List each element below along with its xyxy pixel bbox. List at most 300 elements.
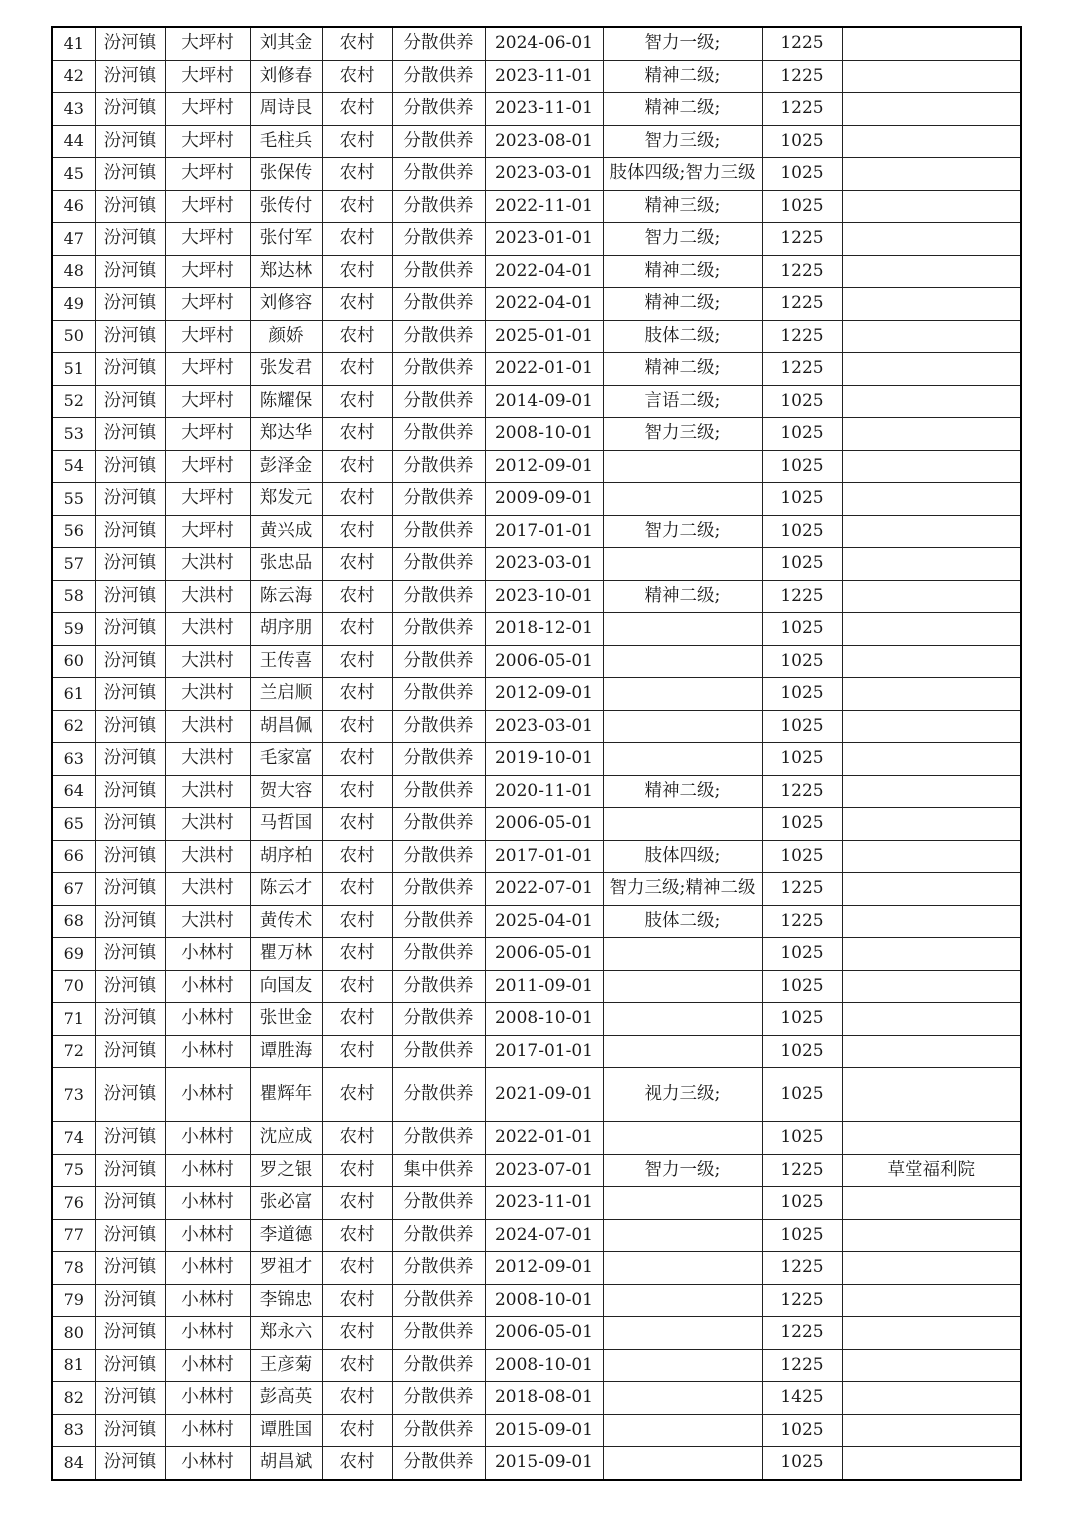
support-type-cell: 分散供养 (392, 678, 485, 711)
name-cell: 张必富 (250, 1187, 322, 1220)
note-cell (842, 1003, 1021, 1036)
amount-cell: 1225 (762, 27, 842, 60)
disability-level-cell: 智力三级; (603, 418, 762, 451)
name-cell: 王传喜 (250, 645, 322, 678)
town-cell: 汾河镇 (95, 548, 165, 581)
start-date-cell: 2006-05-01 (485, 645, 603, 678)
town-cell: 汾河镇 (95, 710, 165, 743)
support-type-cell: 分散供养 (392, 125, 485, 158)
amount-cell: 1225 (762, 873, 842, 906)
town-cell: 汾河镇 (95, 1187, 165, 1220)
disability-level-cell (603, 1003, 762, 1036)
disability-level-cell: 智力二级; (603, 515, 762, 548)
area-type-cell: 农村 (322, 1414, 392, 1447)
area-type-cell: 农村 (322, 710, 392, 743)
table-row (52, 158, 1021, 191)
name-cell: 谭胜海 (250, 1035, 322, 1068)
disability-level-cell: 精神二级; (603, 288, 762, 321)
name-cell: 胡昌佩 (250, 710, 322, 743)
row-number-cell: 75 (52, 1154, 95, 1187)
note-cell (842, 483, 1021, 516)
village-cell: 大洪村 (165, 580, 250, 613)
disability-level-cell (603, 450, 762, 483)
start-date-cell: 2012-09-01 (485, 1252, 603, 1285)
table-row (52, 873, 1021, 906)
village-cell: 大坪村 (165, 190, 250, 223)
amount-cell: 1225 (762, 1317, 842, 1350)
row-number-cell: 41 (52, 27, 95, 60)
table-row (52, 1154, 1021, 1187)
note-cell (842, 905, 1021, 938)
village-cell: 小林村 (165, 1317, 250, 1350)
row-number-cell: 78 (52, 1252, 95, 1285)
start-date-cell: 2023-11-01 (485, 93, 603, 126)
area-type-cell: 农村 (322, 1284, 392, 1317)
note-cell (842, 1122, 1021, 1155)
name-cell: 瞿辉年 (250, 1068, 322, 1122)
start-date-cell: 2017-01-01 (485, 515, 603, 548)
village-cell: 小林村 (165, 1284, 250, 1317)
row-number-cell: 55 (52, 483, 95, 516)
table-row (52, 613, 1021, 646)
start-date-cell: 2015-09-01 (485, 1447, 603, 1480)
note-cell (842, 710, 1021, 743)
support-type-cell: 分散供养 (392, 1122, 485, 1155)
row-number-cell: 43 (52, 93, 95, 126)
note-cell (842, 678, 1021, 711)
start-date-cell: 2025-01-01 (485, 320, 603, 353)
note-cell (842, 255, 1021, 288)
table-row (52, 840, 1021, 873)
name-cell: 刘修春 (250, 60, 322, 93)
start-date-cell: 2022-01-01 (485, 1122, 603, 1155)
name-cell: 周诗艮 (250, 93, 322, 126)
start-date-cell: 2008-10-01 (485, 1349, 603, 1382)
town-cell: 汾河镇 (95, 1414, 165, 1447)
amount-cell: 1225 (762, 223, 842, 256)
support-type-cell: 分散供养 (392, 93, 485, 126)
name-cell: 王彦菊 (250, 1349, 322, 1382)
name-cell: 刘修容 (250, 288, 322, 321)
town-cell: 汾河镇 (95, 1382, 165, 1415)
note-cell (842, 1219, 1021, 1252)
amount-cell: 1225 (762, 288, 842, 321)
town-cell: 汾河镇 (95, 580, 165, 613)
disability-level-cell: 智力三级;精神二级 (603, 873, 762, 906)
table-row (52, 450, 1021, 483)
town-cell: 汾河镇 (95, 678, 165, 711)
town-cell: 汾河镇 (95, 905, 165, 938)
disability-level-cell (603, 938, 762, 971)
town-cell: 汾河镇 (95, 255, 165, 288)
row-number-cell: 59 (52, 613, 95, 646)
town-cell: 汾河镇 (95, 1252, 165, 1285)
amount-cell: 1025 (762, 1447, 842, 1480)
support-type-cell: 分散供养 (392, 483, 485, 516)
disability-level-cell (603, 645, 762, 678)
row-number-cell: 72 (52, 1035, 95, 1068)
town-cell: 汾河镇 (95, 515, 165, 548)
row-number-cell: 67 (52, 873, 95, 906)
row-number-cell: 46 (52, 190, 95, 223)
disability-level-cell: 精神三级; (603, 190, 762, 223)
start-date-cell: 2023-11-01 (485, 60, 603, 93)
row-number-cell: 63 (52, 743, 95, 776)
area-type-cell: 农村 (322, 190, 392, 223)
note-cell (842, 840, 1021, 873)
name-cell: 马哲国 (250, 808, 322, 841)
note-cell (842, 1284, 1021, 1317)
area-type-cell: 农村 (322, 223, 392, 256)
start-date-cell: 2012-09-01 (485, 678, 603, 711)
table-row (52, 1003, 1021, 1036)
area-type-cell: 农村 (322, 1252, 392, 1285)
name-cell: 贺大容 (250, 775, 322, 808)
area-type-cell: 农村 (322, 678, 392, 711)
village-cell: 大坪村 (165, 125, 250, 158)
name-cell: 沈应成 (250, 1122, 322, 1155)
name-cell: 李道德 (250, 1219, 322, 1252)
row-number-cell: 61 (52, 678, 95, 711)
support-type-cell: 分散供养 (392, 1447, 485, 1480)
table-row (52, 385, 1021, 418)
amount-cell: 1025 (762, 645, 842, 678)
name-cell: 兰启顺 (250, 678, 322, 711)
amount-cell: 1025 (762, 385, 842, 418)
start-date-cell: 2015-09-01 (485, 1414, 603, 1447)
town-cell: 汾河镇 (95, 743, 165, 776)
table-row (52, 125, 1021, 158)
note-cell (842, 158, 1021, 191)
town-cell: 汾河镇 (95, 1068, 165, 1122)
row-number-cell: 58 (52, 580, 95, 613)
row-number-cell: 42 (52, 60, 95, 93)
area-type-cell: 农村 (322, 1382, 392, 1415)
table-row (52, 60, 1021, 93)
start-date-cell: 2023-07-01 (485, 1154, 603, 1187)
table-row (52, 808, 1021, 841)
town-cell: 汾河镇 (95, 1349, 165, 1382)
row-number-cell: 83 (52, 1414, 95, 1447)
row-number-cell: 47 (52, 223, 95, 256)
amount-cell: 1025 (762, 125, 842, 158)
area-type-cell: 农村 (322, 1154, 392, 1187)
town-cell: 汾河镇 (95, 223, 165, 256)
disability-level-cell (603, 710, 762, 743)
town-cell: 汾河镇 (95, 1035, 165, 1068)
note-cell (842, 1382, 1021, 1415)
support-type-cell: 分散供养 (392, 1414, 485, 1447)
amount-cell: 1025 (762, 1068, 842, 1122)
town-cell: 汾河镇 (95, 450, 165, 483)
note-cell (842, 645, 1021, 678)
row-number-cell: 73 (52, 1068, 95, 1122)
name-cell: 彭泽金 (250, 450, 322, 483)
town-cell: 汾河镇 (95, 775, 165, 808)
name-cell: 毛家富 (250, 743, 322, 776)
start-date-cell: 2022-11-01 (485, 190, 603, 223)
name-cell: 谭胜国 (250, 1414, 322, 1447)
town-cell: 汾河镇 (95, 840, 165, 873)
disability-level-cell (603, 808, 762, 841)
table-row (52, 970, 1021, 1003)
amount-cell: 1025 (762, 418, 842, 451)
table-row (52, 320, 1021, 353)
village-cell: 小林村 (165, 1219, 250, 1252)
village-cell: 大洪村 (165, 808, 250, 841)
amount-cell: 1025 (762, 1414, 842, 1447)
disability-level-cell (603, 1122, 762, 1155)
support-type-cell: 分散供养 (392, 223, 485, 256)
village-cell: 大坪村 (165, 27, 250, 60)
town-cell: 汾河镇 (95, 125, 165, 158)
amount-cell: 1025 (762, 938, 842, 971)
name-cell: 黄兴成 (250, 515, 322, 548)
village-cell: 小林村 (165, 1382, 250, 1415)
table-row (52, 1252, 1021, 1285)
village-cell: 大坪村 (165, 93, 250, 126)
table-row (52, 743, 1021, 776)
table-row (52, 938, 1021, 971)
disability-level-cell (603, 1252, 762, 1285)
row-number-cell: 74 (52, 1122, 95, 1155)
town-cell: 汾河镇 (95, 158, 165, 191)
note-cell (842, 320, 1021, 353)
start-date-cell: 2018-08-01 (485, 1382, 603, 1415)
note-cell (842, 288, 1021, 321)
area-type-cell: 农村 (322, 1035, 392, 1068)
support-type-cell: 分散供养 (392, 1317, 485, 1350)
note-cell (842, 223, 1021, 256)
name-cell: 刘其金 (250, 27, 322, 60)
town-cell: 汾河镇 (95, 645, 165, 678)
support-type-cell: 分散供养 (392, 515, 485, 548)
disability-level-cell: 肢体二级; (603, 905, 762, 938)
name-cell: 胡序朋 (250, 613, 322, 646)
row-number-cell: 54 (52, 450, 95, 483)
amount-cell: 1025 (762, 1003, 842, 1036)
town-cell: 汾河镇 (95, 1154, 165, 1187)
support-type-cell: 分散供养 (392, 970, 485, 1003)
table-row (52, 1068, 1021, 1122)
table-row (52, 27, 1021, 60)
start-date-cell: 2006-05-01 (485, 1317, 603, 1350)
name-cell: 向国友 (250, 970, 322, 1003)
start-date-cell: 2023-03-01 (485, 710, 603, 743)
village-cell: 大坪村 (165, 515, 250, 548)
area-type-cell: 农村 (322, 288, 392, 321)
area-type-cell: 农村 (322, 905, 392, 938)
support-type-cell: 分散供养 (392, 548, 485, 581)
village-cell: 大坪村 (165, 60, 250, 93)
note-cell (842, 27, 1021, 60)
area-type-cell: 农村 (322, 1317, 392, 1350)
disability-level-cell (603, 1414, 762, 1447)
amount-cell: 1025 (762, 840, 842, 873)
name-cell: 黄传术 (250, 905, 322, 938)
disability-level-cell: 智力一级; (603, 27, 762, 60)
row-number-cell: 53 (52, 418, 95, 451)
area-type-cell: 农村 (322, 873, 392, 906)
disability-level-cell (603, 1219, 762, 1252)
area-type-cell: 农村 (322, 450, 392, 483)
start-date-cell: 2011-09-01 (485, 970, 603, 1003)
row-number-cell: 44 (52, 125, 95, 158)
row-number-cell: 65 (52, 808, 95, 841)
town-cell: 汾河镇 (95, 970, 165, 1003)
town-cell: 汾河镇 (95, 385, 165, 418)
support-type-cell: 分散供养 (392, 840, 485, 873)
village-cell: 小林村 (165, 1068, 250, 1122)
support-type-cell: 分散供养 (392, 1284, 485, 1317)
name-cell: 胡昌斌 (250, 1447, 322, 1480)
disability-level-cell (603, 1317, 762, 1350)
name-cell: 陈云才 (250, 873, 322, 906)
note-cell (842, 938, 1021, 971)
table-row (52, 353, 1021, 386)
start-date-cell: 2024-07-01 (485, 1219, 603, 1252)
row-number-cell: 70 (52, 970, 95, 1003)
town-cell: 汾河镇 (95, 483, 165, 516)
area-type-cell: 农村 (322, 548, 392, 581)
row-number-cell: 84 (52, 1447, 95, 1480)
support-type-cell: 分散供养 (392, 1187, 485, 1220)
village-cell: 大坪村 (165, 158, 250, 191)
village-cell: 大洪村 (165, 710, 250, 743)
start-date-cell: 2018-12-01 (485, 613, 603, 646)
note-cell (842, 1187, 1021, 1220)
town-cell: 汾河镇 (95, 938, 165, 971)
village-cell: 小林村 (165, 1003, 250, 1036)
start-date-cell: 2008-10-01 (485, 1284, 603, 1317)
amount-cell: 1225 (762, 60, 842, 93)
start-date-cell: 2025-04-01 (485, 905, 603, 938)
village-cell: 大坪村 (165, 450, 250, 483)
amount-cell: 1225 (762, 320, 842, 353)
name-cell: 张保传 (250, 158, 322, 191)
row-number-cell: 77 (52, 1219, 95, 1252)
support-type-cell: 分散供养 (392, 905, 485, 938)
disability-level-cell: 精神二级; (603, 353, 762, 386)
disability-level-cell: 言语二级; (603, 385, 762, 418)
table-row (52, 223, 1021, 256)
amount-cell: 1225 (762, 1349, 842, 1382)
row-number-cell: 51 (52, 353, 95, 386)
row-number-cell: 60 (52, 645, 95, 678)
amount-cell: 1225 (762, 353, 842, 386)
town-cell: 汾河镇 (95, 27, 165, 60)
disability-level-cell (603, 1284, 762, 1317)
village-cell: 大坪村 (165, 418, 250, 451)
disability-level-cell (603, 613, 762, 646)
name-cell: 罗之银 (250, 1154, 322, 1187)
village-cell: 小林村 (165, 1154, 250, 1187)
note-cell (842, 1035, 1021, 1068)
table-row (52, 580, 1021, 613)
village-cell: 小林村 (165, 938, 250, 971)
amount-cell: 1025 (762, 1035, 842, 1068)
support-type-cell: 分散供养 (392, 613, 485, 646)
row-number-cell: 52 (52, 385, 95, 418)
start-date-cell: 2024-06-01 (485, 27, 603, 60)
village-cell: 小林村 (165, 1122, 250, 1155)
support-type-cell: 分散供养 (392, 158, 485, 191)
amount-cell: 1225 (762, 580, 842, 613)
town-cell: 汾河镇 (95, 1219, 165, 1252)
support-type-cell: 分散供养 (392, 353, 485, 386)
table-row (52, 255, 1021, 288)
note-cell (842, 613, 1021, 646)
start-date-cell: 2022-01-01 (485, 353, 603, 386)
start-date-cell: 2006-05-01 (485, 808, 603, 841)
name-cell: 张付军 (250, 223, 322, 256)
start-date-cell: 2012-09-01 (485, 450, 603, 483)
table-row (52, 1187, 1021, 1220)
amount-cell: 1025 (762, 515, 842, 548)
note-cell (842, 1068, 1021, 1122)
row-number-cell: 66 (52, 840, 95, 873)
disability-level-cell (603, 743, 762, 776)
note-cell (842, 1317, 1021, 1350)
disability-level-cell (603, 483, 762, 516)
disability-level-cell: 智力三级; (603, 125, 762, 158)
table-row (52, 548, 1021, 581)
support-type-cell: 分散供养 (392, 385, 485, 418)
note-cell (842, 190, 1021, 223)
start-date-cell: 2022-04-01 (485, 255, 603, 288)
amount-cell: 1025 (762, 743, 842, 776)
note-cell (842, 1349, 1021, 1382)
support-type-cell: 分散供养 (392, 60, 485, 93)
row-number-cell: 64 (52, 775, 95, 808)
row-number-cell: 79 (52, 1284, 95, 1317)
start-date-cell: 2009-09-01 (485, 483, 603, 516)
town-cell: 汾河镇 (95, 418, 165, 451)
village-cell: 大洪村 (165, 905, 250, 938)
note-cell (842, 93, 1021, 126)
village-cell: 大坪村 (165, 320, 250, 353)
area-type-cell: 农村 (322, 418, 392, 451)
town-cell: 汾河镇 (95, 320, 165, 353)
start-date-cell: 2008-10-01 (485, 418, 603, 451)
note-cell (842, 385, 1021, 418)
disability-level-cell: 精神二级; (603, 255, 762, 288)
table-row (52, 1219, 1021, 1252)
village-cell: 大洪村 (165, 678, 250, 711)
area-type-cell: 农村 (322, 1219, 392, 1252)
support-type-cell: 分散供养 (392, 580, 485, 613)
note-cell (842, 775, 1021, 808)
village-cell: 小林村 (165, 1187, 250, 1220)
amount-cell: 1025 (762, 450, 842, 483)
table-row (52, 678, 1021, 711)
start-date-cell: 2019-10-01 (485, 743, 603, 776)
amount-cell: 1025 (762, 808, 842, 841)
village-cell: 大坪村 (165, 255, 250, 288)
table-row (52, 1284, 1021, 1317)
table-row (52, 288, 1021, 321)
table-row (52, 645, 1021, 678)
village-cell: 大坪村 (165, 288, 250, 321)
amount-cell: 1025 (762, 1122, 842, 1155)
row-number-cell: 57 (52, 548, 95, 581)
note-cell (842, 743, 1021, 776)
town-cell: 汾河镇 (95, 1284, 165, 1317)
note-cell (842, 808, 1021, 841)
amount-cell: 1225 (762, 93, 842, 126)
support-type-cell: 分散供养 (392, 808, 485, 841)
disability-level-cell: 肢体四级;智力三级 (603, 158, 762, 191)
